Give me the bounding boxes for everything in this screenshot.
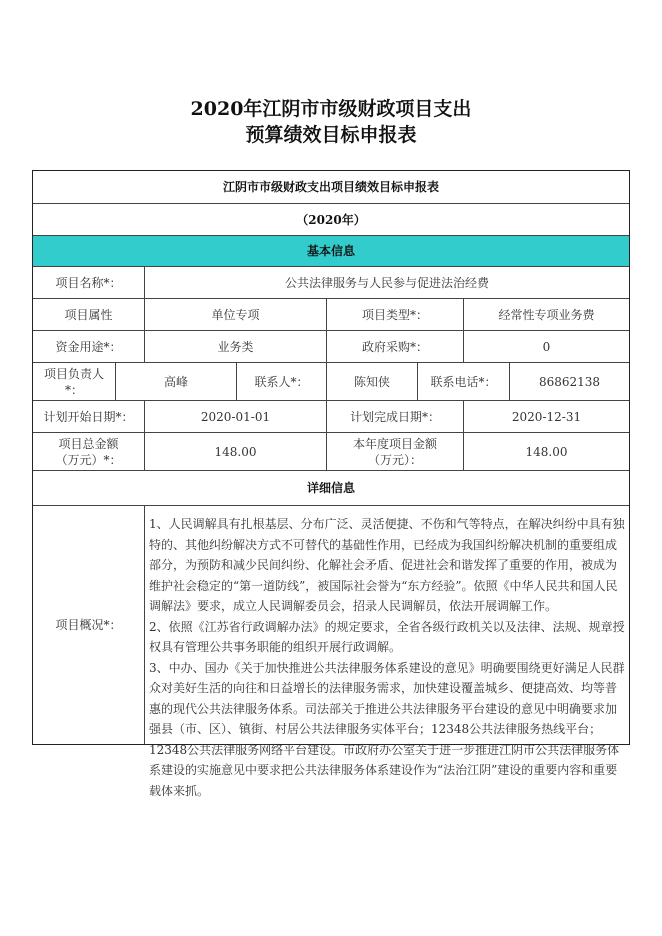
- attr-label: 项目属性: [33, 299, 145, 330]
- document-title-line2: 预算绩效目标申报表: [245, 124, 417, 146]
- total-amount-value: 148.00: [145, 433, 327, 470]
- overview-paragraph-3: 3、中办、国办《关于加快推进公共法律服务体系建设的意见》明确要围绕更好满足人民群众对美好生活的向往和日益增长的法律服务需求，加快建设覆盖城乡、便捷高效、均等普惠的现代公共法律服务体系。司法部关于推进公共法律服务平台建设的意见中明确要求加强县（市、区）、镇街、村居公共法律服务实体平台；12348公共法律服务热线平台；12348公共法律服务网络平台建设。市政府办公室关于进一步推进江阴市公共法律服务体系建设的实施意见中要求把公共法律服务体系建设作为“法治江阴”建设的重要内容和重要载体来抓。: [149, 660, 625, 798]
- purchase-label: 政府采购*：: [327, 331, 464, 362]
- section-detail-info: 详细信息: [306, 481, 355, 495]
- section-basic-info: 基本信息: [306, 244, 355, 258]
- leader-label: 项目负责人*：: [33, 363, 116, 400]
- name-label: 项目名称*：: [33, 267, 145, 298]
- end-date-label: 计划完成日期*：: [327, 401, 464, 432]
- name-value: 公共法律服务与人民参与促进法治经费: [284, 275, 489, 290]
- overview-label: 项目概况*：: [33, 506, 145, 744]
- attr-value: 单位专项: [145, 299, 327, 330]
- use-label: 资金用途*：: [33, 331, 145, 362]
- phone-value: 86862138: [538, 374, 601, 389]
- end-date-value: 2020-12-31: [511, 409, 582, 424]
- year-amount-label: 本年度项目金额（万元）：: [327, 433, 464, 470]
- contact-label: 联系人*：: [237, 363, 327, 400]
- table-year: （2020年）: [296, 212, 366, 227]
- leader-value: 高峰: [116, 363, 237, 400]
- contact-value: 陈知侠: [327, 363, 418, 400]
- type-label: 项目类型*：: [327, 299, 464, 330]
- use-value: 业务类: [145, 331, 327, 362]
- application-table: [32, 170, 630, 798]
- start-date-label: 计划开始日期*：: [33, 401, 145, 432]
- overview-paragraph-2: 2、依照《江苏省行政调解办法》的规定要求，全省各级行政机关以及法律、法规、规章授权具有管理公共事务职能的组织开展行政调解。: [149, 619, 625, 654]
- overview-text: [145, 506, 629, 798]
- purchase-value: 0: [542, 339, 551, 354]
- overview-paragraph-1: 1、人民调解具有扎根基层、分布广泛、灵活便捷、不伤和气等特点，在解决纠纷中具有独特的、其他纠纷解决方式不可替代的基础性作用，已经成为我国纠纷解决机制的重要组成部分，为预防和减少民间纠纷、化解社会矛盾、促进社会和谐发挥了重要的作用，被成为维护社会稳定的“第一道防线”，被国际社会誉为“东方经验”。依照《中华人民共和国人民调解法》要求，成立人民调解委员会，招录人民调解员，依法开展调解工作。: [149, 517, 625, 613]
- year-amount-value: 148.00: [525, 444, 568, 459]
- start-date-value: 2020-01-01: [145, 401, 327, 432]
- type-value: 经常性专项业务费: [498, 307, 595, 322]
- total-amount-label: 项目总金额（万元）*：: [33, 433, 145, 470]
- phone-label: 联系电话*：: [418, 363, 510, 400]
- table-heading: 江阴市市级财政支出项目绩效目标申报表: [222, 180, 439, 194]
- document-title-line1: 2020年江阴市市级财政项目支出: [190, 98, 472, 120]
